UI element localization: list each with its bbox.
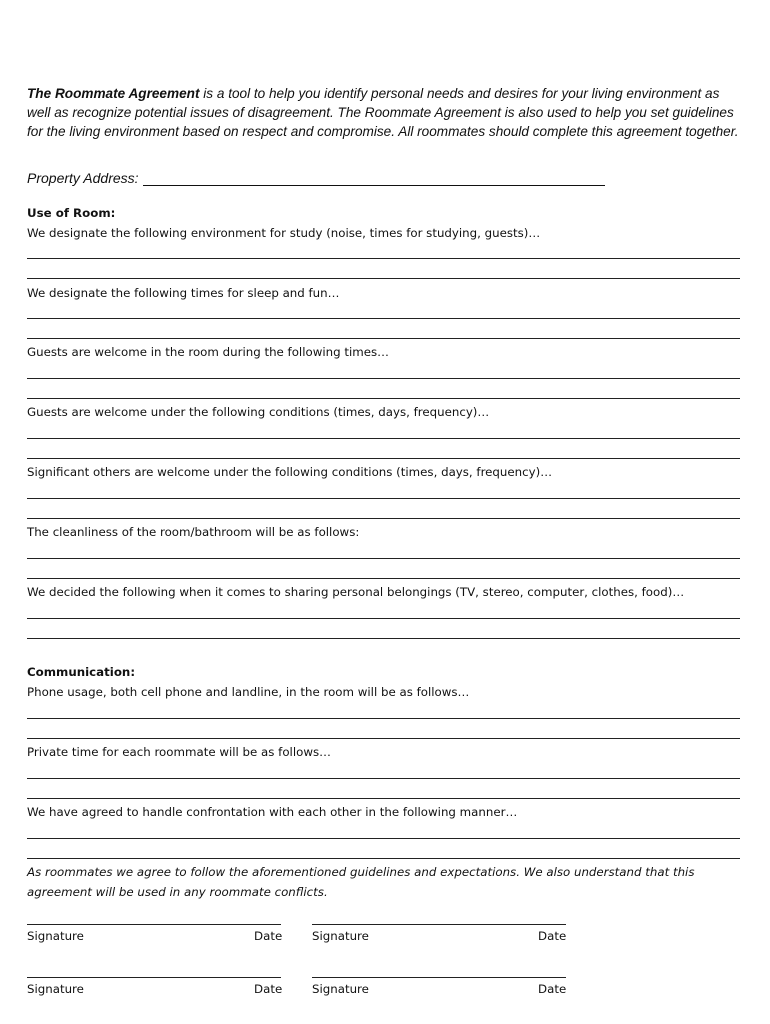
sleep-fun-line-1[interactable] xyxy=(27,318,740,319)
signature-label-4: Signature xyxy=(312,982,369,996)
guest-times-prompt: Guests are welcome in the room during the following times… xyxy=(27,345,389,359)
use-of-room-heading: Use of Room: xyxy=(27,206,116,220)
date-label-2: Date xyxy=(538,929,567,943)
property-address-label: Property Address: xyxy=(27,170,139,186)
signature-line-3[interactable] xyxy=(27,977,281,978)
date-label-1: Date xyxy=(254,929,283,943)
date-label-3: Date xyxy=(254,982,283,996)
intro-title: The Roommate Agreement xyxy=(27,86,200,101)
signature-line-2[interactable] xyxy=(312,924,566,925)
guest-conditions-line-2[interactable] xyxy=(27,458,740,459)
private-time-prompt: Private time for each roommate will be as follows… xyxy=(27,745,331,759)
guest-conditions-line-1[interactable] xyxy=(27,438,740,439)
belongings-line-1[interactable] xyxy=(27,618,740,619)
study-environment-prompt: We designate the following environment for study (noise, times for studying, guests)… xyxy=(27,226,541,240)
phone-usage-line-1[interactable] xyxy=(27,718,740,719)
belongings-prompt: We decided the following when it comes to sharing personal belongings (TV, stereo, computer, clothes, food)… xyxy=(27,585,685,599)
signature-line-4[interactable] xyxy=(312,977,566,978)
date-label-4: Date xyxy=(538,982,567,996)
significant-others-line-2[interactable] xyxy=(27,518,740,519)
study-environment-line-2[interactable] xyxy=(27,278,740,279)
significant-others-prompt: Significant others are welcome under the following conditions (times, days, frequency)… xyxy=(27,465,552,479)
significant-others-line-1[interactable] xyxy=(27,498,740,499)
private-time-line-1[interactable] xyxy=(27,778,740,779)
private-time-line-2[interactable] xyxy=(27,798,740,799)
signature-label-3: Signature xyxy=(27,982,84,996)
phone-usage-line-2[interactable] xyxy=(27,738,740,739)
confrontation-prompt: We have agreed to handle confrontation with each other in the following manner… xyxy=(27,805,518,819)
sleep-fun-prompt: We designate the following times for sleep and fun… xyxy=(27,286,340,300)
sleep-fun-line-2[interactable] xyxy=(27,338,740,339)
study-environment-line-1[interactable] xyxy=(27,258,740,259)
cleanliness-prompt: The cleanliness of the room/bathroom will be as follows: xyxy=(27,525,360,539)
guest-conditions-prompt: Guests are welcome under the following conditions (times, days, frequency)… xyxy=(27,405,490,419)
guest-times-line-1[interactable] xyxy=(27,378,740,379)
signature-label-2: Signature xyxy=(312,929,369,943)
confrontation-line-1[interactable] xyxy=(27,838,740,839)
agreement-statement: As roommates we agree to follow the aforementioned guidelines and expectations. We also understand that this agreement will be used in any roommate conflicts. xyxy=(27,865,695,899)
signature-label-1: Signature xyxy=(27,929,84,943)
property-address-field[interactable] xyxy=(143,171,605,186)
intro-text: is a tool to help you identify personal needs and desires for your living environment as well as recognize potential issues of disagreement. The Roommate Agreement is also used to help you set guidelines for the living environment based on respect and compromise. All roommates should complete this agreement together. xyxy=(27,86,739,139)
intro-paragraph xyxy=(27,84,742,141)
phone-usage-prompt: Phone usage, both cell phone and landline, in the room will be as follows… xyxy=(27,685,470,699)
cleanliness-line-1[interactable] xyxy=(27,558,740,559)
confrontation-line-2[interactable] xyxy=(27,858,740,859)
communication-heading: Communication: xyxy=(27,665,136,679)
signature-line-1[interactable] xyxy=(27,924,281,925)
cleanliness-line-2[interactable] xyxy=(27,578,740,579)
belongings-line-2[interactable] xyxy=(27,638,740,639)
guest-times-line-2[interactable] xyxy=(27,398,740,399)
property-address-row xyxy=(27,170,605,186)
